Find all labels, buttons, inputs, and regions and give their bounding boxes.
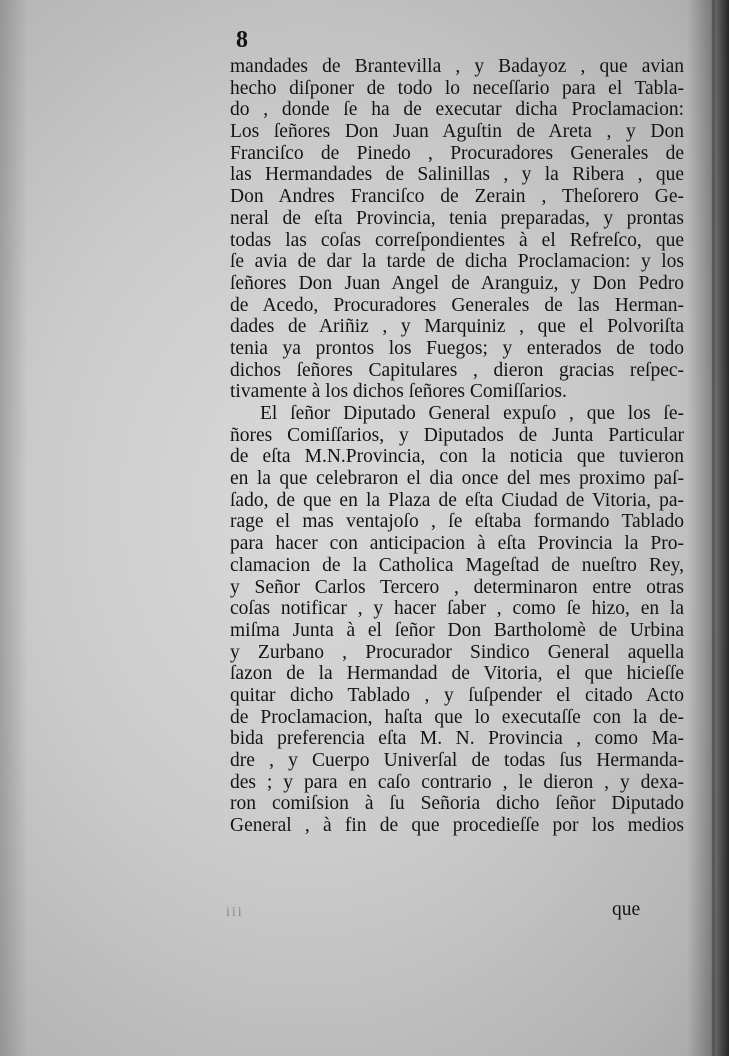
text-line: General , à fin de que procedieſſe por los medios	[230, 815, 684, 837]
text-line: coſas notificar , y hacer ſaber , como ſe hizo, en la	[230, 598, 684, 620]
text-line: las Hermandades de Salinillas , y la Ribera , que	[230, 164, 684, 186]
text-line: de Proclamacion, haſta que lo executaſſe con la de-	[230, 706, 684, 728]
text-line: y Señor Carlos Tercero , determinaron entre otras	[230, 576, 684, 598]
text-line: rage el mas ventajoſo , ſe eſtaba formando Tablado	[230, 511, 684, 533]
book-spine-shadow	[687, 0, 729, 1056]
page-number: 8	[236, 27, 248, 53]
text-line: tivamente à los dichos ſeñores Comiſſarios.	[230, 381, 567, 403]
text-line: tenia ya prontos los Fuegos; y enterados de todo	[230, 337, 684, 359]
page-left-shading	[0, 0, 28, 1056]
text-line: bida preferencia eſta M. N. Provincia , como Ma-	[230, 728, 684, 750]
signature-mark: iii	[226, 905, 244, 920]
text-line: Franciſco de Pinedo , Procuradores Generales de	[230, 142, 684, 164]
text-line: ſado, de que en la Plaza de eſta Ciudad de Vitoria, pa-	[230, 489, 684, 511]
text-line: de Acedo, Procuradores Generales de las Herman-	[230, 294, 684, 316]
body-text	[230, 56, 684, 837]
text-line: ſeñores Don Juan Angel de Aranguiz, y Don Pedro	[230, 272, 684, 294]
text-line: quitar dicho Tablado , y ſuſpender el citado Acto	[230, 684, 684, 706]
text-line: en la que celebraron el dia once del mes proximo paſ-	[230, 468, 684, 490]
text-line: do , donde ſe ha de executar dicha Proclamacion:	[230, 99, 684, 121]
text-line: Don Andres Franciſco de Zerain , Theſorero Ge-	[230, 186, 684, 208]
text-line: miſma Junta à el ſeñor Don Bartholomè de Urbina	[230, 619, 684, 641]
text-line: ron comiſsion à ſu Señoria dicho ſeñor Diputado	[230, 793, 684, 815]
text-line: dichos ſeñores Capitulares , dieron gracias reſpec-	[230, 359, 684, 381]
text-line: clamacion de la Catholica Mageſtad de nueſtro Rey,	[230, 554, 684, 576]
text-line: hecho diſponer de todo lo neceſſario para el Tabla-	[230, 77, 684, 99]
text-line: todas las coſas correſpondientes à el Refreſco, que	[230, 229, 684, 251]
text-line: ſazon de la Hermandad de Vitoria, el que hicieſſe	[230, 663, 684, 685]
text-line: ſe avia de dar la tarde de dicha Proclamacion: y los	[230, 251, 684, 273]
text-line: dades de Ariñiz , y Marquiniz , que el Polvoriſta	[230, 316, 684, 338]
text-line: Los ſeñores Don Juan Aguſtin de Areta , y Don	[230, 121, 684, 143]
page-edge-line	[712, 0, 715, 1056]
text-line: y Zurbano , Procurador Sindico General aquella	[230, 641, 684, 663]
text-line: para hacer con anticipacion à eſta Provincia la Pro-	[230, 533, 684, 555]
text-line: neral de eſta Provincia, tenia preparadas, y prontas	[230, 207, 684, 229]
catchword: que	[612, 899, 641, 920]
text-line: des ; y para en caſo contrario , le dieron , y dexa-	[230, 771, 684, 793]
text-line: ñores Comiſſarios, y Diputados de Junta Particular	[230, 424, 684, 446]
text-line: mandades de Brantevilla , y Badayoz , que avian	[230, 56, 684, 77]
paragraph-start-line: El ſeñor Diputado General expuſo , que los ſe-	[260, 403, 684, 424]
text-line: de eſta M.N.Provincia, con la noticia que tuvieron	[230, 446, 684, 468]
text-line: dre , y Cuerpo Univerſal de todas ſus Hermanda-	[230, 750, 684, 771]
